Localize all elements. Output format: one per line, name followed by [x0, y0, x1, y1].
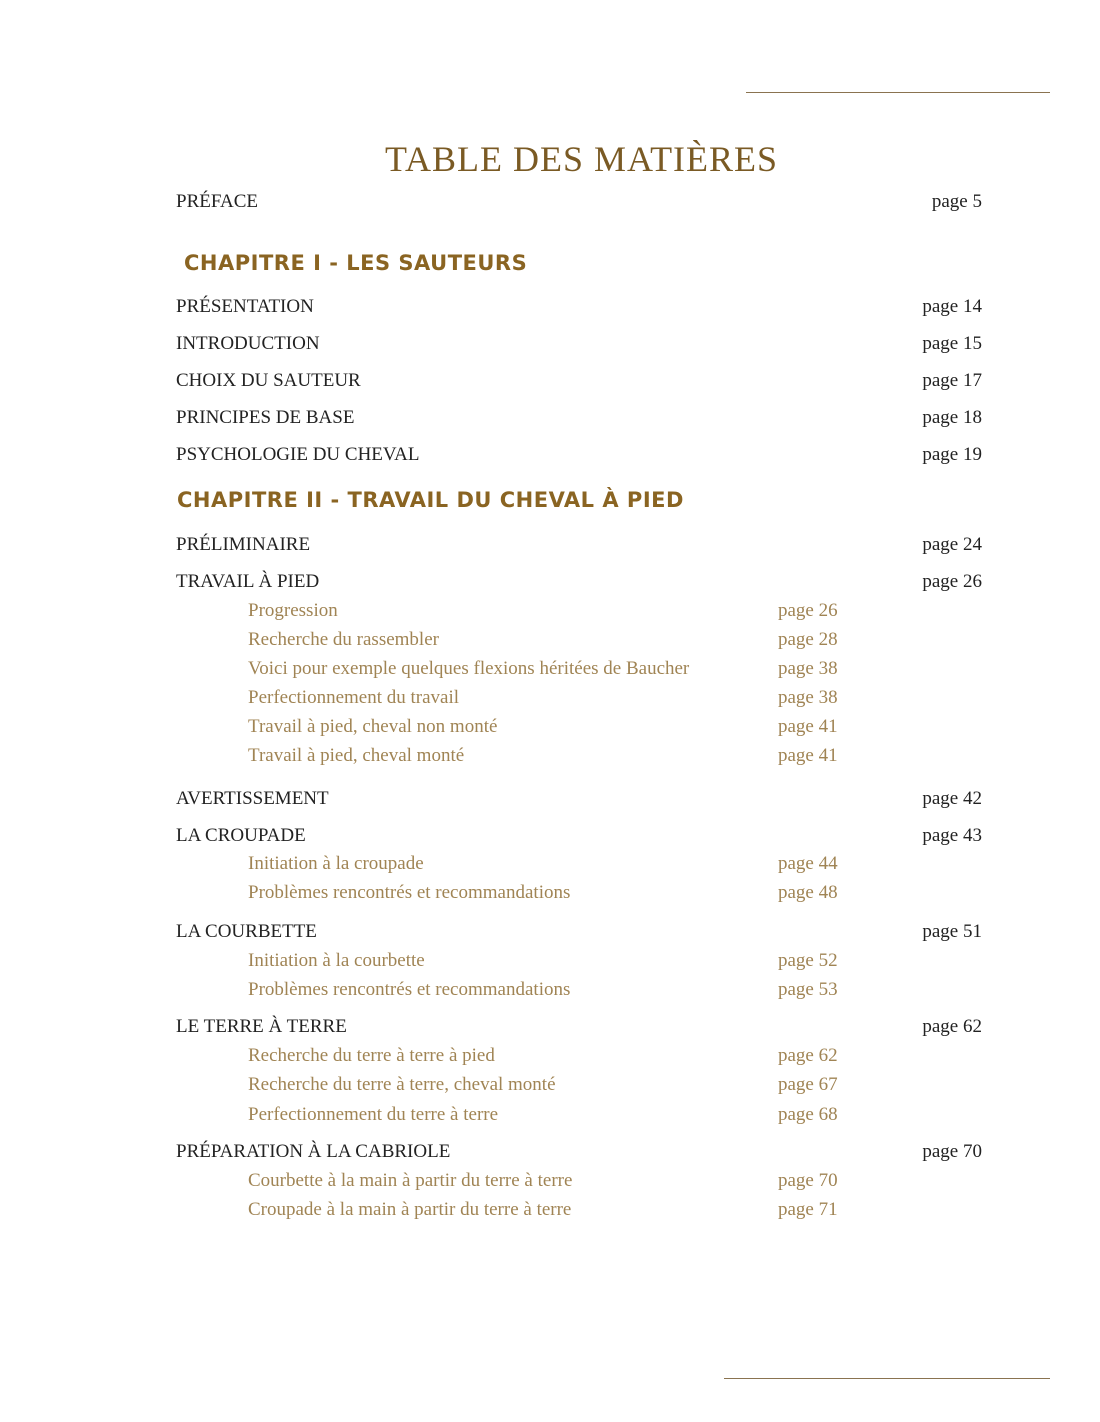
toc-subentry: [0, 1199, 1100, 1229]
toc-subentry-page: page 38: [778, 658, 838, 679]
toc-subentry: [0, 853, 1100, 883]
toc-entry-label: INTRODUCTION: [176, 333, 320, 354]
toc-entry-label: PRÉLIMINAIRE: [176, 534, 311, 555]
toc-subentry-label: Perfectionnement du terre à terre: [248, 1104, 499, 1125]
toc-subentry: [0, 1104, 1100, 1134]
top-rule: [746, 92, 1050, 93]
toc-subentry-label: Problèmes rencontrés et recommandations: [248, 979, 571, 1000]
toc-subentry-page: page 52: [778, 950, 838, 971]
toc-subentry-label: Initiation à la croupade: [248, 853, 424, 874]
toc-entry: [0, 333, 1100, 363]
bottom-rule: [724, 1378, 1050, 1379]
toc-subentry-label: Progression: [248, 600, 338, 621]
toc-subentry-page: page 41: [778, 745, 838, 766]
toc-subentry-label: Travail à pied, cheval monté: [248, 745, 465, 766]
chapter-2-heading: [0, 488, 1100, 518]
toc-entry-label: PSYCHOLOGIE DU CHEVAL: [176, 444, 420, 465]
toc-subentry-page: page 70: [778, 1170, 838, 1191]
toc-subentry-label: Voici pour exemple quelques flexions héritées de Baucher: [248, 658, 690, 679]
toc-entry: [0, 921, 1100, 951]
toc-subentry-page: page 67: [778, 1074, 838, 1095]
toc-entry: [0, 407, 1100, 437]
toc-subentry: [0, 600, 1100, 630]
toc-entry-page: page 70: [922, 1141, 982, 1162]
chapter-title: CHAPITRE II - TRAVAIL DU CHEVAL À PIED: [177, 488, 684, 512]
toc-subentry-label: Initiation à la courbette: [248, 950, 425, 971]
toc-entry-page: page 51: [922, 921, 982, 942]
toc-subentry-page: page 71: [778, 1199, 838, 1220]
toc-entry-page: page 62: [922, 1016, 982, 1037]
toc-subentry-page: page 28: [778, 629, 838, 650]
toc-entry-label: LE TERRE À TERRE: [176, 1016, 347, 1037]
toc-entry-page: page 24: [922, 534, 982, 555]
toc-entry: [0, 370, 1100, 400]
toc-subentry-label: Problèmes rencontrés et recommandations: [248, 882, 571, 903]
toc-entry: [0, 825, 1100, 855]
toc-entry-label: PRÉPARATION À LA CABRIOLE: [176, 1141, 451, 1162]
toc-entry-preface: [0, 191, 1100, 221]
chapter-title: CHAPITRE I - LES SAUTEURS: [184, 251, 528, 275]
toc-entry-page: page 14: [922, 296, 982, 317]
toc-subentry-label: Courbette à la main à partir du terre à terre: [248, 1170, 573, 1191]
toc-subentry: [0, 745, 1100, 775]
toc-entry-page: page 26: [922, 571, 982, 592]
toc-entry: [0, 788, 1100, 818]
toc-entry: [0, 296, 1100, 326]
toc-subentry: [0, 950, 1100, 980]
toc-subentry-label: Recherche du terre à terre à pied: [248, 1045, 495, 1066]
toc-entry-page: page 19: [922, 444, 982, 465]
toc-entry: [0, 571, 1100, 601]
toc-subentry-page: page 53: [778, 979, 838, 1000]
toc-subentry-label: Recherche du rassembler: [248, 629, 439, 650]
toc-entry-label: TRAVAIL À PIED: [176, 571, 320, 592]
toc-entry: [0, 444, 1100, 474]
toc-entry-label: AVERTISSEMENT: [176, 788, 329, 809]
toc-subentry: [0, 629, 1100, 659]
toc-entry-label: CHOIX DU SAUTEUR: [176, 370, 361, 391]
toc-entry-label: LA CROUPADE: [176, 825, 306, 846]
toc-subentry: [0, 882, 1100, 912]
toc-subentry: [0, 979, 1100, 1009]
toc-entry-page: page 18: [922, 407, 982, 428]
toc-entry-page: page 15: [922, 333, 982, 354]
toc-entry: [0, 1141, 1100, 1171]
toc-subentry-page: page 48: [778, 882, 838, 903]
toc-entry-label: PRINCIPES DE BASE: [176, 407, 355, 428]
toc-subentry: [0, 1074, 1100, 1104]
toc-entry-page: page 17: [922, 370, 982, 391]
toc-entry-label: PRÉFACE: [176, 191, 259, 212]
toc-entry-page: page 42: [922, 788, 982, 809]
toc-subentry: [0, 1170, 1100, 1200]
toc-entry-label: LA COURBETTE: [176, 921, 317, 942]
toc-subentry-page: page 62: [778, 1045, 838, 1066]
toc-subentry: [0, 658, 1100, 688]
toc-entry: [0, 1016, 1100, 1046]
toc-subentry-page: page 44: [778, 853, 838, 874]
chapter-1-heading: [0, 251, 1100, 281]
toc-subentry: [0, 716, 1100, 746]
toc-subentry-label: Travail à pied, cheval non monté: [248, 716, 498, 737]
toc-entry-page: page 43: [922, 825, 982, 846]
toc-entry: [0, 534, 1100, 564]
toc-subentry-label: Recherche du terre à terre, cheval monté: [248, 1074, 556, 1095]
page-title: TABLE DES MATIÈRES: [384, 139, 779, 179]
toc-subentry-page: page 68: [778, 1104, 838, 1125]
toc-entry-label: PRÉSENTATION: [176, 296, 314, 317]
toc-subentry-page: page 26: [778, 600, 838, 621]
toc-subentry-page: page 38: [778, 687, 838, 708]
toc-subentry-label: Croupade à la main à partir du terre à terre: [248, 1199, 572, 1220]
toc-subentry: [0, 687, 1100, 717]
toc-subentry-page: page 41: [778, 716, 838, 737]
toc-subentry-label: Perfectionnement du travail: [248, 687, 460, 708]
toc-subentry: [0, 1045, 1100, 1075]
toc-entry-page: page 5: [931, 191, 982, 212]
